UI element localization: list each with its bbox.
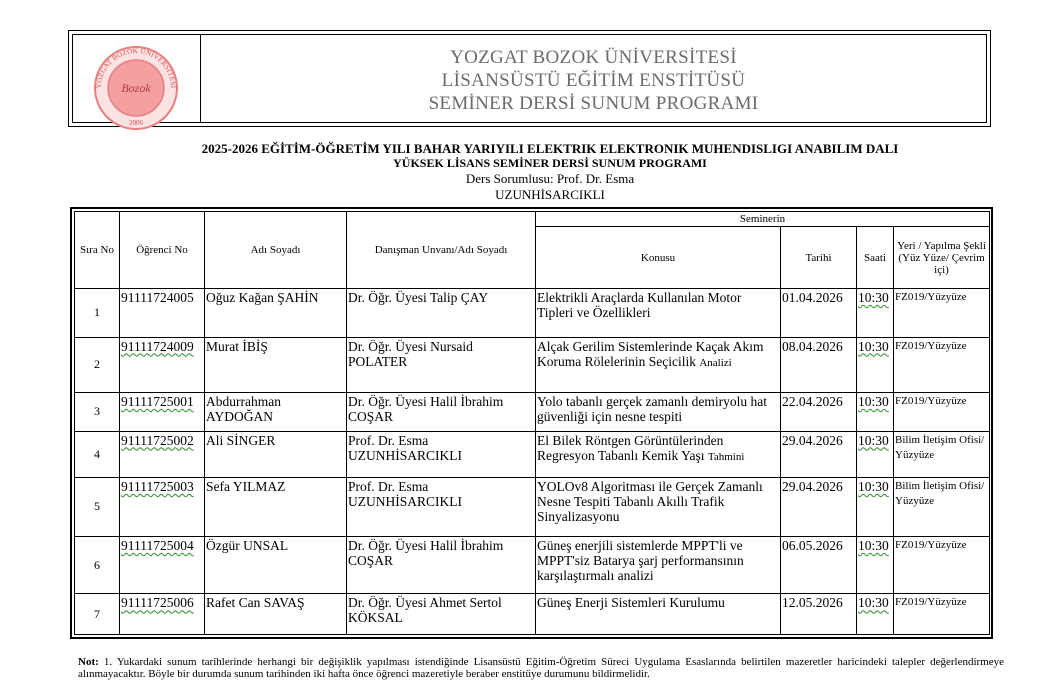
intro-department-line: 2025-2026 EĞİTİM-ÖĞRETİM YILI BAHAR YARIYILI ELEKTRIK ELEKTRONIK MUHENDISLIGI ANABILIM DALI bbox=[201, 141, 899, 156]
cell-adi-soyadi: Murat İBİŞ bbox=[205, 337, 347, 393]
cell-saati: 10:30 bbox=[857, 536, 894, 594]
cell-tarihi: 08.04.2026 bbox=[781, 337, 857, 393]
cell-adi-soyadi: Özgür UNSAL bbox=[205, 536, 347, 594]
cell-sira: 6 bbox=[75, 536, 120, 594]
header-saati: Saati bbox=[857, 227, 894, 289]
header-inner-frame bbox=[72, 34, 987, 127]
logo-cell bbox=[73, 35, 201, 127]
seminar-program-table bbox=[74, 211, 990, 635]
cell-konusu: Güneş enerjili sistemlerde MPPT'li ve MPPT'siz Batarya şarj performansının karşılaştırmalı analizi bbox=[536, 536, 781, 594]
cell-adi-soyadi: Abdurrahman AYDOĞAN bbox=[205, 393, 347, 431]
cell-saati: 10:30 bbox=[857, 337, 894, 393]
header-title-block bbox=[201, 46, 986, 115]
cell-yeri: Bilim İletişim Ofisi/ Yüzyüze bbox=[894, 431, 990, 478]
cell-sira: 5 bbox=[75, 478, 120, 537]
cell-saati: 10:30 bbox=[857, 594, 894, 635]
header-sira: Sıra No bbox=[75, 212, 120, 289]
cell-danisman: Prof. Dr. Esma UZUNHİSARCIKLI bbox=[347, 478, 536, 537]
header-title-line-3: SEMİNER DERSİ SUNUM PROGRAMI bbox=[428, 93, 759, 114]
logo-ring-text: YOZGAT BOZOK ÜNİVERSİTESİ bbox=[94, 46, 178, 89]
cell-danisman: Dr. Öğr. Üyesi Ahmet Sertol KÖKSAL bbox=[347, 594, 536, 635]
cell-yeri: FZ019/Yüzyüze bbox=[894, 289, 990, 338]
cell-ogrenci-no: 91111725006 bbox=[120, 594, 205, 635]
cell-tarihi: 12.05.2026 bbox=[781, 594, 857, 635]
header-seminerin: Seminerin bbox=[536, 212, 990, 227]
table-row bbox=[75, 594, 990, 635]
table-row bbox=[75, 431, 990, 478]
note-text: 1. Yukardaki sunum tarihlerinde herhangi bir değişiklik yapılması istendiğinde Lisansüstü Eğitim-Öğretim Süreci Uygulama Esaslarında belirtilen mazeretler haricindeki talepler değerlendirmeye alınmayacaktır. Böyle bir durumda sunum tarihinden iki hafta önce öğrenci mazeretiyle beraber enstitüye durumunu bildirmelidir. bbox=[78, 656, 1004, 680]
cell-danisman: Dr. Öğr. Üyesi Halil İbrahim COŞAR bbox=[347, 536, 536, 594]
header-yeri: Yeri / Yapılma Şekli (Yüz Yüze/ Çevrim içi) bbox=[894, 227, 990, 289]
cell-adi-soyadi: Sefa YILMAZ bbox=[205, 478, 347, 537]
cell-saati: 10:30 bbox=[857, 393, 894, 431]
header-tarihi: Tarihi bbox=[781, 227, 857, 289]
cell-tarihi: 22.04.2026 bbox=[781, 393, 857, 431]
table-row bbox=[75, 337, 990, 393]
cell-saati: 10:30 bbox=[857, 478, 894, 537]
header-title-line-2: LİSANSÜSTÜ EĞİTİM ENSTİTÜSÜ bbox=[441, 70, 746, 91]
header-box bbox=[68, 30, 991, 127]
intro-program-line: YÜKSEK LİSANS SEMİNER DERSİ SUNUM PROGRAMI bbox=[393, 156, 707, 170]
cell-tarihi: 01.04.2026 bbox=[781, 289, 857, 338]
cell-sira: 4 bbox=[75, 431, 120, 478]
konu-main: Alçak Gerilim Sistemlerinde Kaçak Akım Koruma Rölelerinin Seçicilik bbox=[537, 338, 764, 369]
konu-main: El Bilek Röntgen Görüntülerinden Regresyon Tabanlı Kemik Yaşı bbox=[537, 432, 724, 463]
header-title-line-1: YOZGAT BOZOK ÜNİVERSİTESİ bbox=[450, 47, 737, 68]
cell-yeri: FZ019/Yüzyüze bbox=[894, 393, 990, 431]
cell-ogrenci-no: 91111724009 bbox=[120, 337, 205, 393]
cell-ogrenci-no: 91111725001 bbox=[120, 393, 205, 431]
cell-sira: 3 bbox=[75, 393, 120, 431]
cell-yeri: FZ019/Yüzyüze bbox=[894, 337, 990, 393]
cell-danisman: Dr. Öğr. Üyesi Halil İbrahim COŞAR bbox=[347, 393, 536, 431]
cell-adi-soyadi: Oğuz Kağan ŞAHİN bbox=[205, 289, 347, 338]
intro-instructor-line: Ders Sorumlusu: Prof. Dr. Esma bbox=[465, 171, 635, 186]
cell-ogrenci-no: 91111725004 bbox=[120, 536, 205, 594]
cell-tarihi: 29.04.2026 bbox=[781, 478, 857, 537]
cell-konusu: Güneş Enerji Sistemleri Kurulumu bbox=[536, 594, 781, 635]
logo-center-text: Bozok bbox=[121, 81, 151, 95]
cell-ogrenci-no: 91111725002 bbox=[120, 431, 205, 478]
header-danisman: Danışman Unvanı/Adı Soyadı bbox=[347, 212, 536, 289]
konu-tail: Analizi bbox=[699, 356, 732, 369]
table-row bbox=[75, 536, 990, 594]
cell-saati: 10:30 bbox=[857, 289, 894, 338]
cell-adi-soyadi: Rafet Can SAVAŞ bbox=[205, 594, 347, 635]
program-table-frame bbox=[70, 207, 993, 639]
cell-konusu: Yolo tabanlı gerçek zamanlı demiryolu hat güvenliği için nesne tespiti bbox=[536, 393, 781, 431]
cell-konusu: YOLOv8 Algoritması ile Gerçek Zamanlı Nesne Tespiti Tabanlı Akıllı Trafik Sinyalizasyonu bbox=[536, 478, 781, 537]
cell-adi-soyadi: Ali SİNGER bbox=[205, 431, 347, 478]
cell-yeri: FZ019/Yüzyüze bbox=[894, 536, 990, 594]
cell-danisman: Prof. Dr. Esma UZUNHİSARCIKLI bbox=[347, 431, 536, 478]
intro-instructor-surname: UZUNHİSARCIKLI bbox=[495, 187, 605, 202]
cell-yeri: FZ019/Yüzyüze bbox=[894, 594, 990, 635]
footer-note bbox=[78, 656, 1004, 680]
cell-tarihi: 06.05.2026 bbox=[781, 536, 857, 594]
note-label: Not: bbox=[78, 656, 99, 668]
cell-tarihi: 29.04.2026 bbox=[781, 431, 857, 478]
cell-saati: 10:30 bbox=[857, 431, 894, 478]
cell-ogrenci-no: 91111724005 bbox=[120, 289, 205, 338]
cell-sira: 2 bbox=[75, 337, 120, 393]
cell-ogrenci-no: 91111725003 bbox=[120, 478, 205, 537]
table-row bbox=[75, 393, 990, 431]
university-seal-logo bbox=[93, 45, 179, 131]
cell-danisman: Dr. Öğr. Üyesi Nursaid POLATER bbox=[347, 337, 536, 393]
cell-danisman: Dr. Öğr. Üyesi Talip ÇAY bbox=[347, 289, 536, 338]
cell-konusu bbox=[536, 431, 781, 478]
cell-yeri: Bilim İletişim Ofisi/ Yüzyüze bbox=[894, 478, 990, 537]
header-adi-soyadi: Adı Soyadı bbox=[205, 212, 347, 289]
cell-konusu: Elektrikli Araçlarda Kullanılan Motor Tipleri ve Özellikleri bbox=[536, 289, 781, 338]
header-konusu: Konusu bbox=[536, 227, 781, 289]
table-row bbox=[75, 478, 990, 537]
header-ogrenci-no: Öğrenci No bbox=[120, 212, 205, 289]
table-row bbox=[75, 289, 990, 338]
cell-sira: 1 bbox=[75, 289, 120, 338]
logo-year: 2006 bbox=[129, 119, 143, 127]
cell-sira: 7 bbox=[75, 594, 120, 635]
cell-konusu bbox=[536, 337, 781, 393]
konu-tail: Tahmini bbox=[707, 450, 745, 463]
